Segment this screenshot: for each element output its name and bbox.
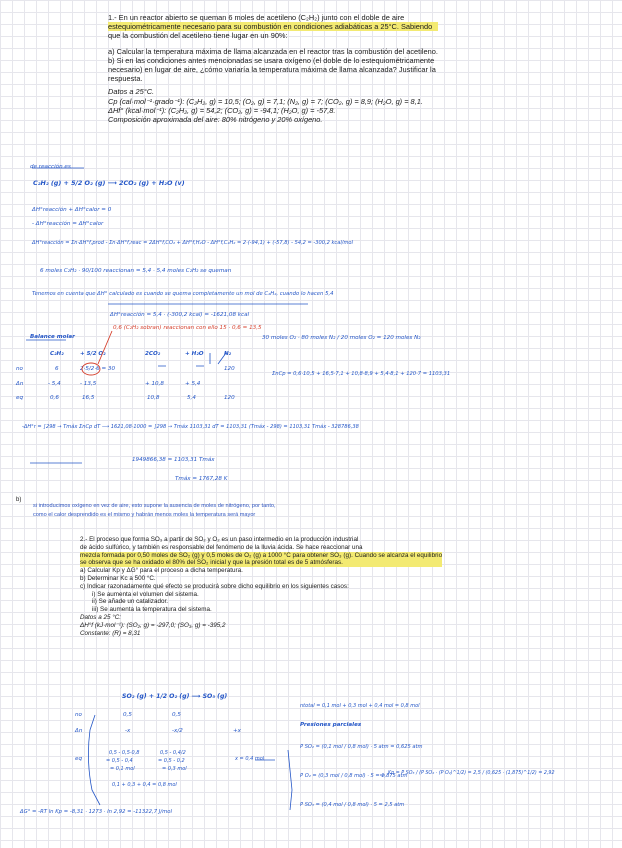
hand2-eq-so2-a: 0,5 - 0,5·0,8 — [109, 750, 140, 756]
hand1-integral: -ΔH°r = ∫298 → Tmáx ΣnCp dT ⟶ 1621,08·1000 = ∫298 → Tmáx 1103,31 dT = 1103,31 (Tmáx - 298) = 1103,31 Tmáx - 328786,38 — [22, 424, 359, 430]
hand1-row-eq: eq — [16, 395, 23, 401]
hand1-eq-c2h2: 0,6 — [50, 395, 59, 401]
problem2-a: a) Calcular Kp y ΔG° para el proceso a dicha temperatura. — [80, 567, 243, 575]
problem1-data2: Cp (cal·mol⁻¹·grado⁻¹): (C₂H₂, g) = 10,5; (O₂, g) = 7,1; (N₂, g) = 7; (CO₂, g) = 8,9; (H₂O, g) = 8,1. — [108, 96, 423, 106]
hand1-l6: ΔH°reacción = 5,4 · (-300,2 kcal) = -1621,08 kcal — [110, 312, 250, 318]
problem1-part-b3: respuesta. — [108, 74, 143, 84]
hand2-p-so2: P SO₂ = (0,1 mol / 0,8 mol) · 5 atm = 0,625 atm — [300, 744, 423, 750]
hand1-l4: 6 moles C₂H₂ · 90/100 reaccionan = 5,4 · 5,4 moles C₂H₂ se queman — [40, 268, 232, 274]
hand1-eq2-h2o: + H₂O — [185, 351, 204, 357]
hand1-eq-o2: 16,5 — [82, 395, 95, 401]
hand1-eq2-o2: + 5/2 O₂ — [80, 351, 106, 357]
hand2-row-no: no — [75, 712, 82, 718]
problem2-line3: mezcla formada por 0,50 moles de SO₂ (g) y 0,5 moles de O₂ (g) a 1000 °C para obtener SO₃ (g). Cuando se alcanza el equilibrio — [80, 551, 443, 559]
hand2-co-o2: -x/2 — [172, 728, 183, 734]
hand1-no-o2: 2·5/2·6 = 30 — [80, 366, 116, 372]
hand2-ntotal: ntotal = 0,1 mol + 0,3 mol + 0,4 mol = 0,8 mol — [300, 703, 420, 709]
hand2-row-co: Δn — [75, 728, 83, 734]
hand2-co-so2: -x — [125, 728, 131, 734]
hand1-l1: ΔH°reacción + ΔH°calor = 0 — [32, 207, 112, 213]
hand1-tmax1: 1949866,38 = 1103,31 Tmáx — [132, 457, 215, 463]
hand2-eq-o2-c: = 0,3 mol — [162, 766, 187, 772]
hand1-co-o2: - 13,5 — [80, 381, 97, 387]
hand1-b-answer1: si introducimos oxígeno en vez de aire, esto supone la ausencia de moles de nitrógeno, por tanto, — [33, 503, 276, 509]
hand2-eq-o2-a: 0,5 - 0,4/2 — [160, 750, 186, 756]
problem2-d2: ΔH°f (kJ·mol⁻¹): (SO₂, g) = -297,0; (SO₃, g) = -395,2 — [80, 621, 226, 629]
hand2-eq-so2-c: = 0,1 mol — [110, 766, 135, 772]
hand2-eq-sum: 0,1 + 0,3 + 0,4 = 0,8 mol — [112, 782, 177, 788]
hand2-no-o2: 0,5 — [172, 712, 181, 718]
hand1-eq-co2: 10,8 — [147, 395, 160, 401]
problem1-data4: Composición aproximada del aire: 80% nitrógeno y 20% oxígeno. — [108, 115, 323, 125]
problem1-data1: Datos a 25°C. — [108, 87, 155, 97]
hand2-eq-o2-b: = 0,5 - 0,2 — [158, 758, 185, 764]
hand1-l3: ΔH°reacción = Σn·ΔH°f,prod - Σn·ΔH°f,reac = 2ΔH°f,CO₂ + ΔH°f,H₂O - ΔH°f,C₂H₂ = 2·(-94,1) + (-57,8) - 54,2 = -300,2 kcal/mol — [32, 240, 353, 246]
hand2-p-so3: P SO₃ = (0,4 mol / 0,8 mol) · 5 = 2,5 atm — [300, 802, 405, 808]
circle-mark — [82, 363, 100, 375]
hand1-tmax2: Tmáx = 1767,28 K — [175, 476, 228, 482]
hand2-dg: ΔG° = -RT ln Kp = -8,31 · 1273 · ln 2,92 = -11322,7 J/mol — [20, 809, 172, 815]
arrow-stroke — [98, 331, 112, 364]
hand1-b-answer2: como el calor desprendido es el mismo y habrán menos moles la temperatura será mayor — [33, 512, 256, 518]
hand1-red-note: 0,6 (C₂H₂ sobran) reaccionan con ello 15 · 0,6 = 13,5 — [113, 325, 262, 331]
hand1-title: de reacción es — [30, 164, 71, 170]
problem2-c3: iii) Se aumenta la temperatura del sistema. — [92, 606, 212, 614]
hand1-co-co2: + 10,8 — [145, 381, 164, 387]
hand1-air-calc: 30 moles O₂ · 80 moles N₂ / 20 moles O₂ = 120 moles N₂ — [262, 335, 421, 341]
problem1-line3: que la combustión del acetileno tiene lugar en un 90%: — [108, 31, 288, 41]
hand2-reaction: SO₂ (g) + 1/2 O₂ (g) ⟶ SO₃ (g) — [122, 693, 228, 700]
hand1-no-c2h2: 6 — [55, 366, 59, 372]
hand1-eq-n2: 120 — [224, 395, 235, 401]
problem1-line2: estequiométricamente necesario para su combustión en condiciones adiabáticas a 25°C. Sabiendo — [108, 22, 438, 31]
hand1-eq2-c2h2: C₂H₂ — [50, 351, 64, 357]
problem2-b: b) Determinar Kc a 500 °C. — [80, 574, 156, 582]
hand2-row-eq: eq — [75, 756, 82, 762]
problem1-line1: 1.- En un reactor abierto se queman 6 moles de acetileno (C₂H₂) junto con el doble de aire — [108, 13, 405, 22]
problem2-d1: Datos a 25 °C: — [80, 613, 122, 621]
hand2-eq-so3: x = 0,4 mol — [235, 756, 265, 762]
problem1-part-b2: necesario) en lugar de aire, ¿cómo variaría la temperatura máxima de llama alcanzada? Justificar la — [108, 65, 436, 75]
hand2-pp-title: Presiones parciales — [300, 722, 362, 728]
problem2-line4: se observa que se ha oxidado el 80% del SO₂ inicial y que la presión total es de 5 atmósferas. — [80, 559, 442, 567]
divider-stroke — [210, 353, 226, 364]
hand1-no-n2: 120 — [224, 366, 235, 372]
hand1-balance-title: Balance molar — [30, 334, 75, 340]
hand1-row-co: Δn — [16, 381, 24, 387]
hand1-eq-h2o: 5,4 — [187, 395, 196, 401]
problem1-data3: ΔHf° (kcal·mol⁻¹): (C₂H₂, g) = 54,2; (CO₂, g) = -94,1; (H₂O, g) = -57,8. — [108, 105, 336, 115]
problem2-d3: Constante: (R) = 8,31 — [80, 629, 141, 637]
hand1-eq2-co2: 2CO₂ — [145, 351, 161, 357]
hand1-l5: Tenemos en cuenta que ΔH° calculado es cuando se quema completamente un mol de C₂H₂, cuando lo hacen 5,4 — [32, 291, 334, 297]
problem2-c1: i) Se aumenta el volumen del sistema. — [92, 590, 199, 598]
hand2-co-so3: +x — [233, 728, 241, 734]
problem2-c2: ii) Se añade un catalizador. — [92, 598, 168, 606]
hand1-co-c2h2: - 5,4 — [48, 381, 61, 387]
hand1-co-h2o: + 5,4 — [185, 381, 201, 387]
problem1-part-b1: b) Si en las condiciones antes mencionadas se usara oxígeno (el doble de lo estequiométricamente — [108, 55, 435, 65]
hand1-reaction: C₂H₂ (g) + 5/2 O₂ (g) ⟶ 2CO₂ (g) + H₂O (v) — [33, 179, 185, 187]
hand2-p-o2: P O₂ = (0,3 mol / 0,8 mol) · 5 = 1,875 atm — [300, 773, 408, 779]
hand1-b-label: b) — [16, 497, 22, 503]
problem2-c: c) Indicar razonadamente qué efecto se producirá sobre dicho equilibrio en los siguientes casos: — [80, 582, 349, 590]
hand2-no-so2: 0,5 — [123, 712, 132, 718]
problem2-line2: de ácido sulfúrico, y también es responsable del fenómeno de la lluvia ácida. Se hace reaccionar una — [80, 543, 363, 551]
bracket-stroke — [288, 750, 292, 810]
problem2-line1: 2.- El proceso que forma SO₃ a partir de SO₂ y O₂ es un paso intermedio en la producción industrial — [80, 536, 359, 543]
hand1-eq2-n2: N₂ — [224, 351, 232, 357]
hand2-eq-so2-b: = 0,5 - 0,4 — [106, 758, 133, 764]
bracket-stroke — [88, 715, 100, 805]
hand1-row-no: no — [16, 366, 23, 372]
hand1-l2: - ΔH°reacción = ΔH°calor — [32, 221, 104, 227]
hand1-cp-sum: ΣnCp = 0,6·10,5 + 16,5·7,1 + 10,8·8,9 + 5,4·8,1 + 120·7 = 1103,31 — [272, 371, 451, 377]
problem1-part-a: a) Calcular la temperatura máxima de llama alcanzada en el reactor tras la combustión del acetileno. — [108, 46, 438, 56]
hand2-kp: Kp = P SO₃ / (P SO₂ · (P O₂)^1/2) = 2,5 / (0,625 · (1,875)^1/2) = 2,92 — [388, 771, 555, 776]
